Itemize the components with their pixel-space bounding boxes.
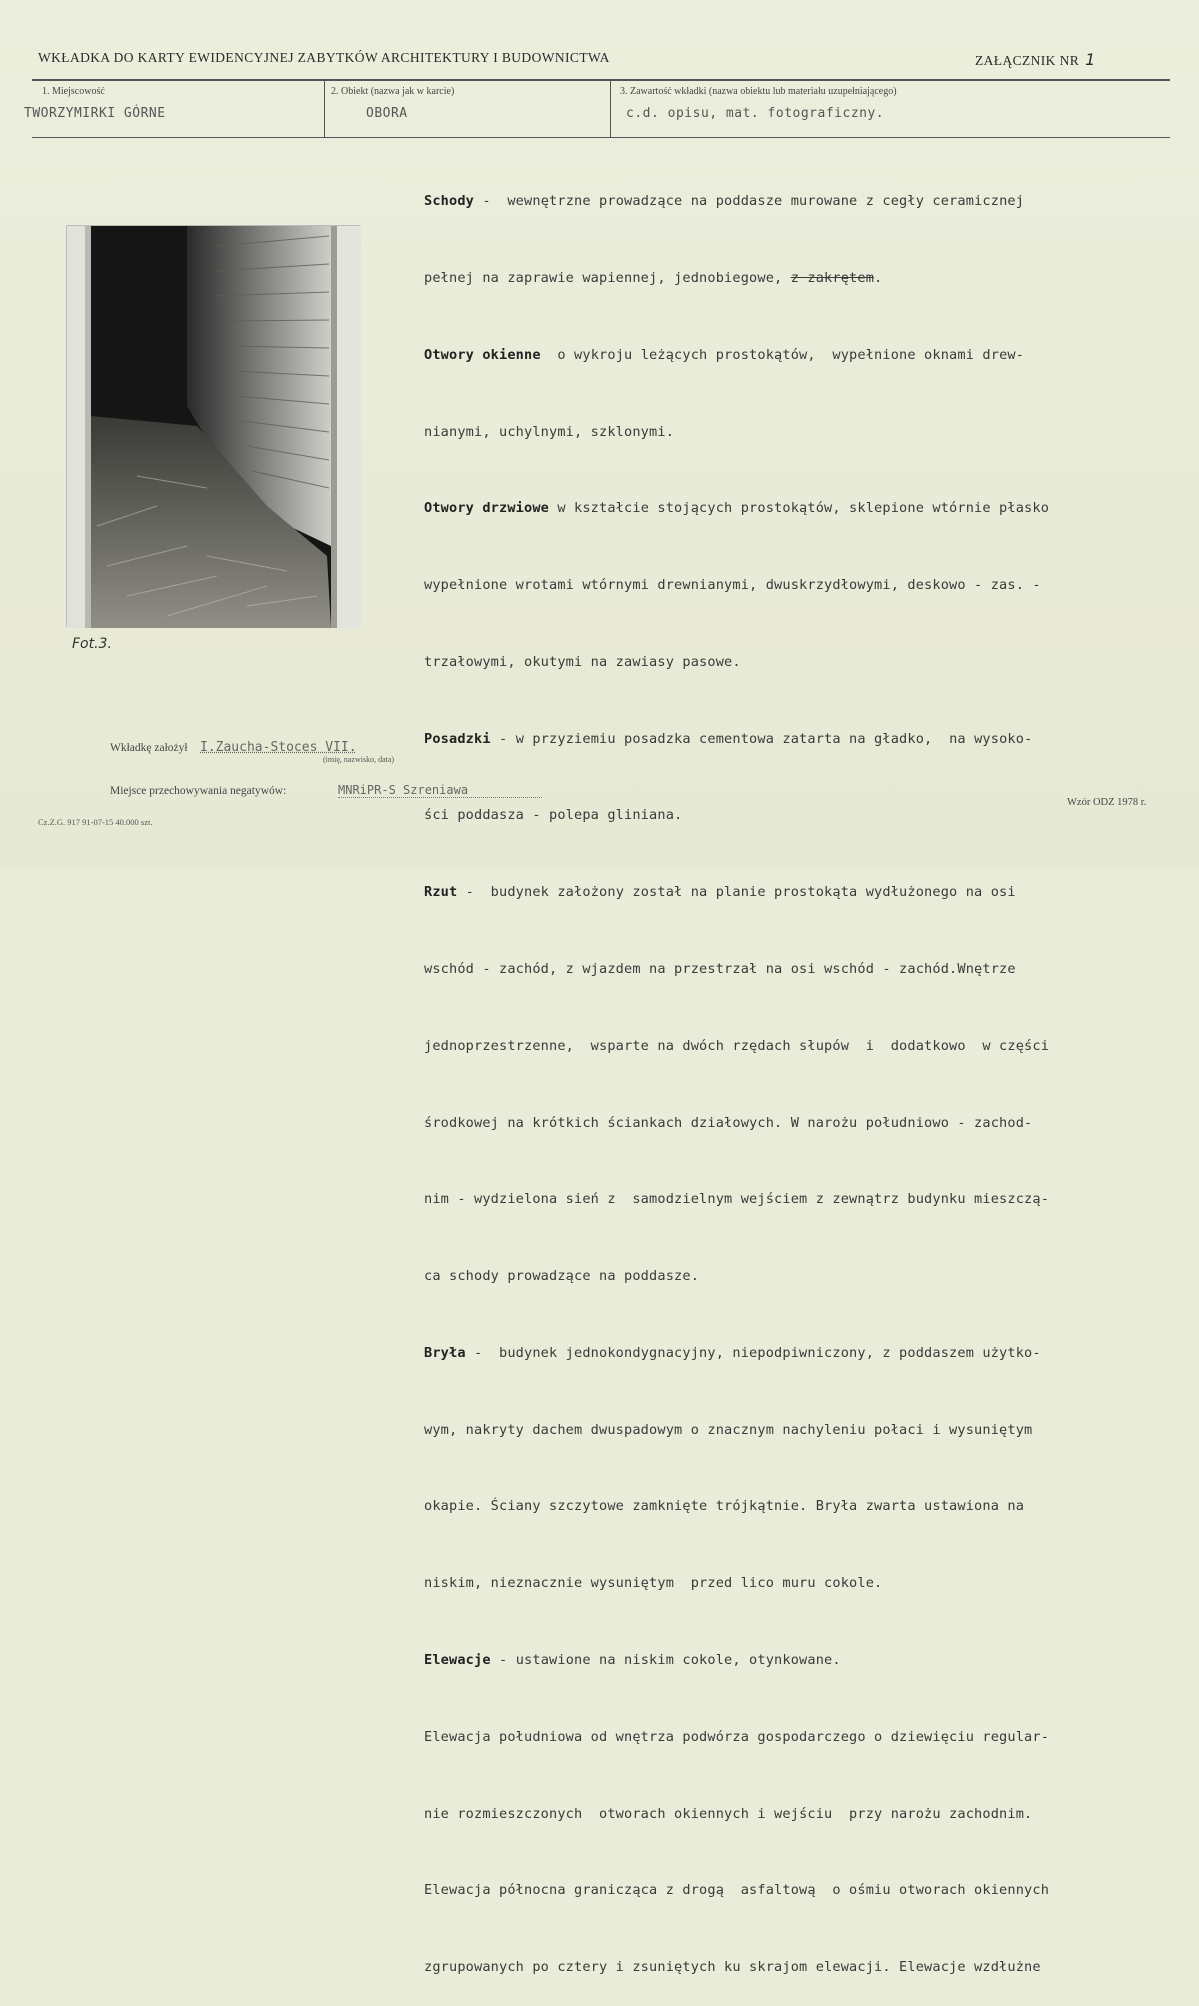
founder-note: (imię, nazwisko, data) [323,755,395,764]
text-line [424,1034,1188,1060]
founder-value: I.Zaucha-Stoces VII. [200,740,357,755]
text-line [424,727,1188,753]
text-run: wym, nakryty dachem dwuspadowym o znacznym nachyleniu połaci i wysuniętym [424,1421,1033,1438]
text-run: o wykroju leżących prostokątów, wypełnione oknami drew- [540,346,1025,363]
text-run: zgrupowanych po cztery i zsuniętych ku skrajom elewacji. Elewacje wzdłużne [424,1959,1041,1976]
field-divider-2 [610,80,611,137]
struck-text: z zakrętem [790,269,875,286]
text-run: - budynek jednokondygnacyjny, niepodpiwniczony, z poddaszem użytko- [465,1344,1041,1361]
text-run: Elewacja południowa od wnętrza podwórza gospodarczego o dziewięciu regular- [424,1728,1050,1745]
text-line [424,1187,1188,1213]
heading-schody: Schody [424,193,475,210]
text-run: wschód - zachód, z wjazdem na przestrzał na osi wschód - zachód.Wnętrze [424,961,1016,977]
storage-label: Miejsce przechowywania negatywów: [110,785,287,797]
object-label: 2. Obiekt (nazwa jak w karcie) [331,86,455,97]
text-run: ca schody prowadzące na poddasze. [424,1268,700,1285]
text-line [424,1878,1188,1904]
text-line [424,650,1188,676]
content-value: c.d. opisu, mat. fotograficzny. [626,106,885,121]
description-text [424,138,1188,2006]
text-run: nie rozmieszczonych otworach okiennych i wejściu przy narożu zachodnim. [424,1805,1033,1822]
form-title: WKŁADKA DO KARTY EWIDENCYJNEJ ZABYTKÓW ARCHITEKTURY I BUDOWNICTWA [38,50,610,65]
locality-label: 1. Miejscowość [42,86,105,97]
text-run: jednoprzestrzenne, wsparte na dwóch rzędach słupów i dodatkowo w części [424,1037,1050,1054]
heading-bryla: Bryła [424,1344,466,1361]
text-run: okapie. Ściany szczytowe zamknięte trójkątnie. Bryła zwarta ustawiona na [424,1498,1025,1515]
text-run: pełnej na zaprawie wapiennej, jednobiegowe, [424,269,791,286]
text-run: niskim, nieznacznie wysuniętym przed lico muru cokole. [424,1575,883,1592]
text-line [424,1648,1188,1674]
text-line [424,1955,1188,1981]
text-line [424,1111,1188,1137]
text-line [424,189,1188,215]
model-version: Wzór ODZ 1978 r. [1067,797,1147,808]
attachment-label-text: ZAŁĄCZNIK NR [975,53,1080,68]
text-run: trzałowymi, okutymi na zawiasy pasowe. [424,653,741,670]
storage-dotted-line [338,797,542,798]
text-line [424,343,1188,369]
photo-image [67,226,361,628]
text-run: - budynek założony został na planie prostokąta wydłużonego na osi [457,884,1016,901]
text-run: - w przyziemiu posadzka cementowa zatarta na gładko, na wysoko- [490,730,1033,747]
field-divider-1 [324,80,325,137]
founder-label: Wkładkę założył [110,742,188,754]
text-run: środkowej na krótkich ściankach działowych. W narożu południowo - zachod- [424,1114,1033,1131]
text-line [424,1341,1188,1367]
text-line [424,1418,1188,1444]
heading-posadzki: Posadzki [424,730,491,747]
text-line [424,420,1188,446]
heading-elewacje: Elewacje [424,1652,491,1669]
photo-caption: Fot.3. [72,636,112,652]
text-line [424,1494,1188,1520]
attachment-label [975,50,1096,69]
text-run: w kształcie stojących prostokątów, sklepione wtórnie płasko [549,500,1050,517]
object-value: OBORA [366,106,408,121]
heading-rzut: Rzut [424,884,458,901]
heading-otwory-okienne: Otwory okienne [424,346,541,363]
print-info: Cz.Z.G. 917 91-07-15 40.000 szt. [38,817,153,827]
text-line [424,1802,1188,1828]
text-line [424,1264,1188,1290]
text-line [424,1725,1188,1751]
locality-value: TWORZYMIRKI GÓRNE [24,106,166,121]
storage-value: MNRiPR-S Szreniawa [338,783,469,797]
text-line [424,957,1188,983]
text-run: nim - wydzielona sień z samodzielnym wejściem z zewnątrz budynku mieszczą- [424,1191,1050,1208]
text-line [424,1571,1188,1597]
text-run: wypełnione wrotami wtórnymi drewnianymi, dwuskrzydłowymi, deskowo - zas. - [424,577,1041,594]
text-line [424,496,1188,522]
text-run: - wewnętrzne prowadzące na poddasze murowane z cegły ceramicznej [474,193,1025,210]
text-line [424,573,1188,599]
header-rule-top [32,79,1170,81]
content-label: 3. Zawartość wkładki (nazwa obiektu lub materiału uzupełniającego) [620,86,897,97]
attachment-number: 1 [1085,50,1096,69]
text-run: ści poddasza - polepa gliniana. [424,807,683,824]
barn-interior-photo [66,225,360,627]
text-run: - ustawione na niskim cokole, otynkowane. [490,1652,841,1669]
text-run: . [874,269,883,286]
text-run: nianymi, uchylnymi, szklonymi. [424,423,675,440]
heading-otwory-drzwiowe: Otwory drzwiowe [424,500,550,517]
text-line [424,266,1188,292]
text-line [424,880,1188,906]
text-run: Elewacja północna granicząca z drogą asfaltową o ośmiu otworach okiennych [424,1882,1050,1899]
